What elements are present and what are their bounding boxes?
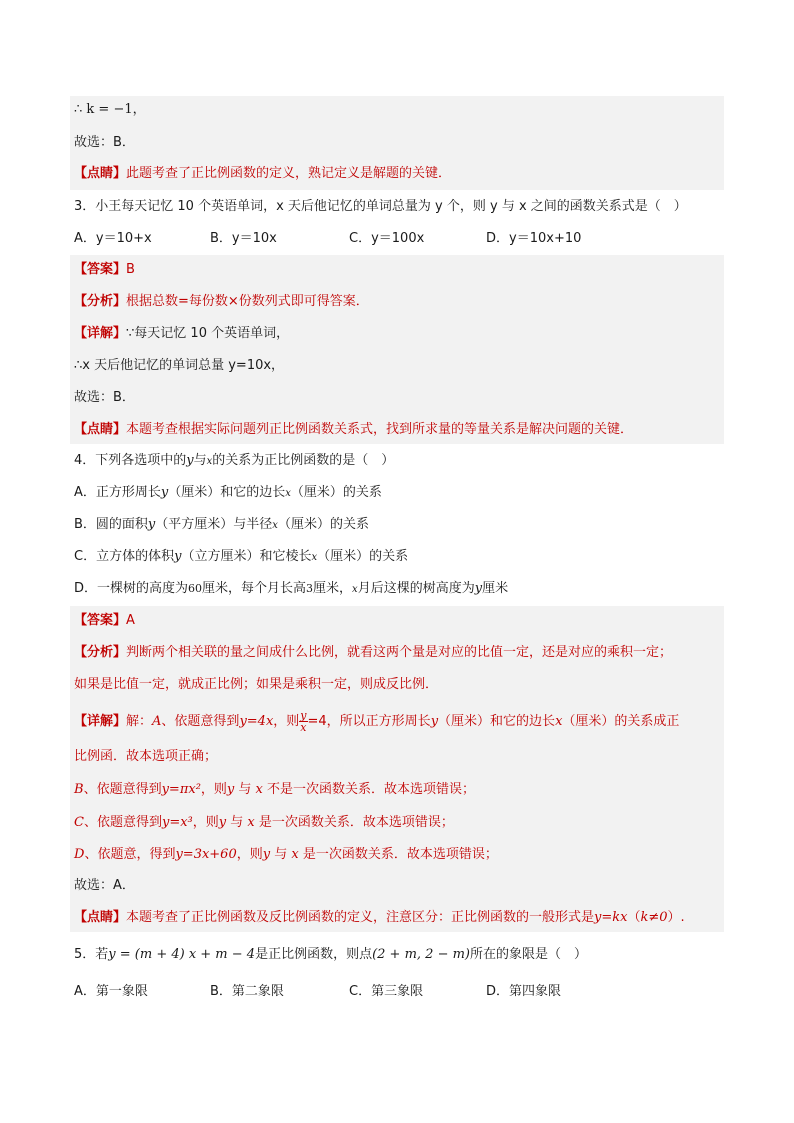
option-text: C．立方体的体积 <box>74 549 175 564</box>
xiangjie-tag: 【详解】 <box>74 326 127 341</box>
text: 与 <box>234 782 256 797</box>
option-letter: B <box>74 782 84 797</box>
q4-xiangjie-3 <box>74 781 475 799</box>
equation: y = (m + 4) x + m − 4 <box>108 947 256 962</box>
option-text: 厘米， <box>313 581 353 596</box>
q5-option-d[interactable]: D．第四象限 <box>486 984 562 999</box>
dianjing-text: 本题考查根据实际问题列正比例函数关系式，找到所求量的等量关系是解决问题的关键． <box>126 422 634 437</box>
dianjing-text: （ <box>627 910 641 925</box>
option-text: （厘米）的关系 <box>290 485 382 500</box>
q5-option-a[interactable]: A．第一象限 <box>74 984 148 999</box>
text: 、依题意得到 <box>83 815 162 830</box>
text: 不是一次函数关系．故本选项错误； <box>262 782 476 797</box>
var-x: x <box>255 782 263 797</box>
q3-fenxi <box>74 293 369 311</box>
q3-option-a[interactable]: A．y＝10+x <box>74 231 152 246</box>
q4-fenxi-1 <box>74 644 672 662</box>
q4-dianjing <box>74 909 685 927</box>
option-text: 月后这棵的树高度为 <box>357 581 475 596</box>
fenxi-text: 根据总数=每份数×份数列式即可得答案． <box>126 294 369 309</box>
dianjing-tag: 【点睛】 <box>74 910 127 925</box>
prev-dianjing <box>74 165 451 183</box>
q4-xiangjie-2: 比例函．故本选项正确； <box>74 749 218 764</box>
q4-option-a[interactable] <box>74 484 382 503</box>
stem-text: 与 <box>193 453 207 468</box>
equation: y=4x <box>239 714 274 729</box>
q4-xiangjie-1 <box>74 710 679 733</box>
fenxi-text: 判断两个相关联的量之间成什么比例，就看这两个量是对应的比值一定，还是对应的乘积一定； <box>126 645 673 660</box>
var-x: x <box>291 847 299 862</box>
option-text: D．一棵树的高度为 <box>74 581 189 596</box>
number: 60 <box>188 582 203 595</box>
text: 、依题意得到 <box>83 782 162 797</box>
q5-option-c[interactable]: C．第三象限 <box>349 984 424 999</box>
q3-answer <box>74 261 135 279</box>
answer-value: A <box>126 613 135 628</box>
q4-stem <box>74 452 394 471</box>
text: ，则 <box>273 714 300 729</box>
stem-text: 5．若 <box>74 947 109 962</box>
var-y: y <box>262 847 271 862</box>
option-letter: A <box>152 714 162 729</box>
text: 是一次函数关系．故本选项错误； <box>298 847 498 862</box>
fenxi-tag: 【分析】 <box>74 294 127 309</box>
fenxi-tag: 【分析】 <box>74 645 127 660</box>
q4-xiangjie-6: 故选：A． <box>74 878 135 893</box>
number: 3 <box>306 582 314 595</box>
equation: y=πx² <box>161 782 201 797</box>
q3-xiangjie-2: ∴x 天后他记忆的单词总量 y=10x， <box>74 358 285 373</box>
equation: y=kx <box>594 910 628 925</box>
equation: y=x³ <box>161 815 193 830</box>
var-y: y <box>186 453 194 468</box>
text: 、依题意得到 <box>161 714 240 729</box>
var-x: x <box>285 488 291 499</box>
text: 是一次函数关系．故本选项错误； <box>254 815 454 830</box>
text: 与 <box>226 815 248 830</box>
text: （厘米）的关系成正 <box>562 714 680 729</box>
var-x: x <box>311 552 318 563</box>
q5-option-b[interactable]: B．第二象限 <box>210 984 284 999</box>
var-x: x <box>272 520 278 531</box>
fraction-numerator: y <box>300 709 307 722</box>
text: ，则 <box>200 782 227 797</box>
q3-xiangjie-3: 故选：B． <box>74 390 135 405</box>
q3-option-d[interactable]: D．y＝10x+10 <box>486 231 582 246</box>
var-x: x <box>352 584 358 595</box>
q4-option-b[interactable] <box>74 516 369 535</box>
var-x: x <box>206 456 213 467</box>
fraction-y-over-x <box>299 710 307 733</box>
q4-option-c[interactable] <box>74 548 408 567</box>
q4-xiangjie-4 <box>74 814 454 832</box>
option-text: 厘米 <box>482 581 509 596</box>
dianjing-text: 本题考查了正比例函数及反比例函数的定义，注意区分：正比例函数的一般形式是 <box>126 910 595 925</box>
condition: k≠0 <box>640 910 668 925</box>
q4-fenxi-2: 如果是比值一定，就成正比例；如果是乘积一定，则成反比例． <box>74 677 439 692</box>
prev-choice: 故选：B． <box>74 135 135 150</box>
q3-xiangjie-1 <box>74 325 289 343</box>
point: (2 + m, 2 − m) <box>372 947 470 962</box>
option-letter: D <box>74 847 85 862</box>
text: =4，所以正方形周长 <box>307 714 431 729</box>
option-text: （厘米）的关系 <box>317 549 409 564</box>
stem-text: 是正比例函数，则点 <box>255 947 373 962</box>
q4-answer <box>74 612 135 630</box>
option-text: （立方厘米）和它棱长 <box>181 549 312 564</box>
var-y: y <box>160 485 169 500</box>
fraction-denominator: x <box>300 721 307 734</box>
answer-value: B <box>126 262 135 277</box>
option-text: （厘米）和它的边长 <box>168 485 286 500</box>
var-x: x <box>555 714 563 729</box>
xiangjie-text: ∵每天记忆 10 个英语单词， <box>126 326 290 341</box>
option-text: B．圆的面积 <box>74 517 148 532</box>
option-text: 厘米，每个月长高 <box>202 581 307 596</box>
option-text: （厘米）的关系 <box>277 517 369 532</box>
option-letter: C <box>74 815 84 830</box>
dianjing-tag: 【点睛】 <box>74 166 127 181</box>
var-y: y <box>226 782 235 797</box>
dianjing-text: ）. <box>667 910 685 925</box>
equation: y=3x+60 <box>175 847 237 862</box>
var-y: y <box>430 714 439 729</box>
text: 解： <box>126 714 153 729</box>
q4-option-d[interactable] <box>74 580 508 599</box>
text: （厘米）和它的边长 <box>438 714 556 729</box>
q4-xiangjie-5 <box>74 846 498 864</box>
q3-dianjing <box>74 421 633 439</box>
prev-line-k: ∴ k = −1， <box>74 102 146 117</box>
text: 与 <box>270 847 292 862</box>
dianjing-text: 此题考查了正比例函数的定义，熟记定义是解题的关键． <box>126 166 452 181</box>
xiangjie-tag: 【详解】 <box>74 714 127 729</box>
option-text: （平方厘米）与半径 <box>155 517 273 532</box>
q5-stem <box>74 946 587 964</box>
answer-tag: 【答案】 <box>74 613 127 628</box>
q3-option-b[interactable]: B．y＝10x <box>210 231 277 246</box>
q3-answer-block <box>70 255 724 444</box>
q3-option-c[interactable]: C．y＝100x <box>349 231 425 246</box>
text: ，则 <box>192 815 219 830</box>
dianjing-tag: 【点睛】 <box>74 422 127 437</box>
stem-text: 所在的象限是（ ） <box>470 947 588 962</box>
answer-tag: 【答案】 <box>74 262 127 277</box>
text: ，则 <box>236 847 263 862</box>
text: 、依题意，得到 <box>84 847 176 862</box>
var-y: y <box>218 815 227 830</box>
var-y: y <box>174 549 182 564</box>
stem-text: 4．下列各选项中的 <box>74 453 187 468</box>
stem-text: 的关系为正比例函数的是（ ） <box>212 453 395 468</box>
var-y: y <box>474 581 483 596</box>
var-y: y <box>147 517 156 532</box>
var-x: x <box>247 815 255 830</box>
option-text: A．正方形周长 <box>74 485 161 500</box>
q3-stem: 3．小王每天记忆 10 个英语单词，x 天后他记忆的单词总量为 y 个，则 y 与 x 之间的函数关系式是（ ） <box>74 199 687 214</box>
